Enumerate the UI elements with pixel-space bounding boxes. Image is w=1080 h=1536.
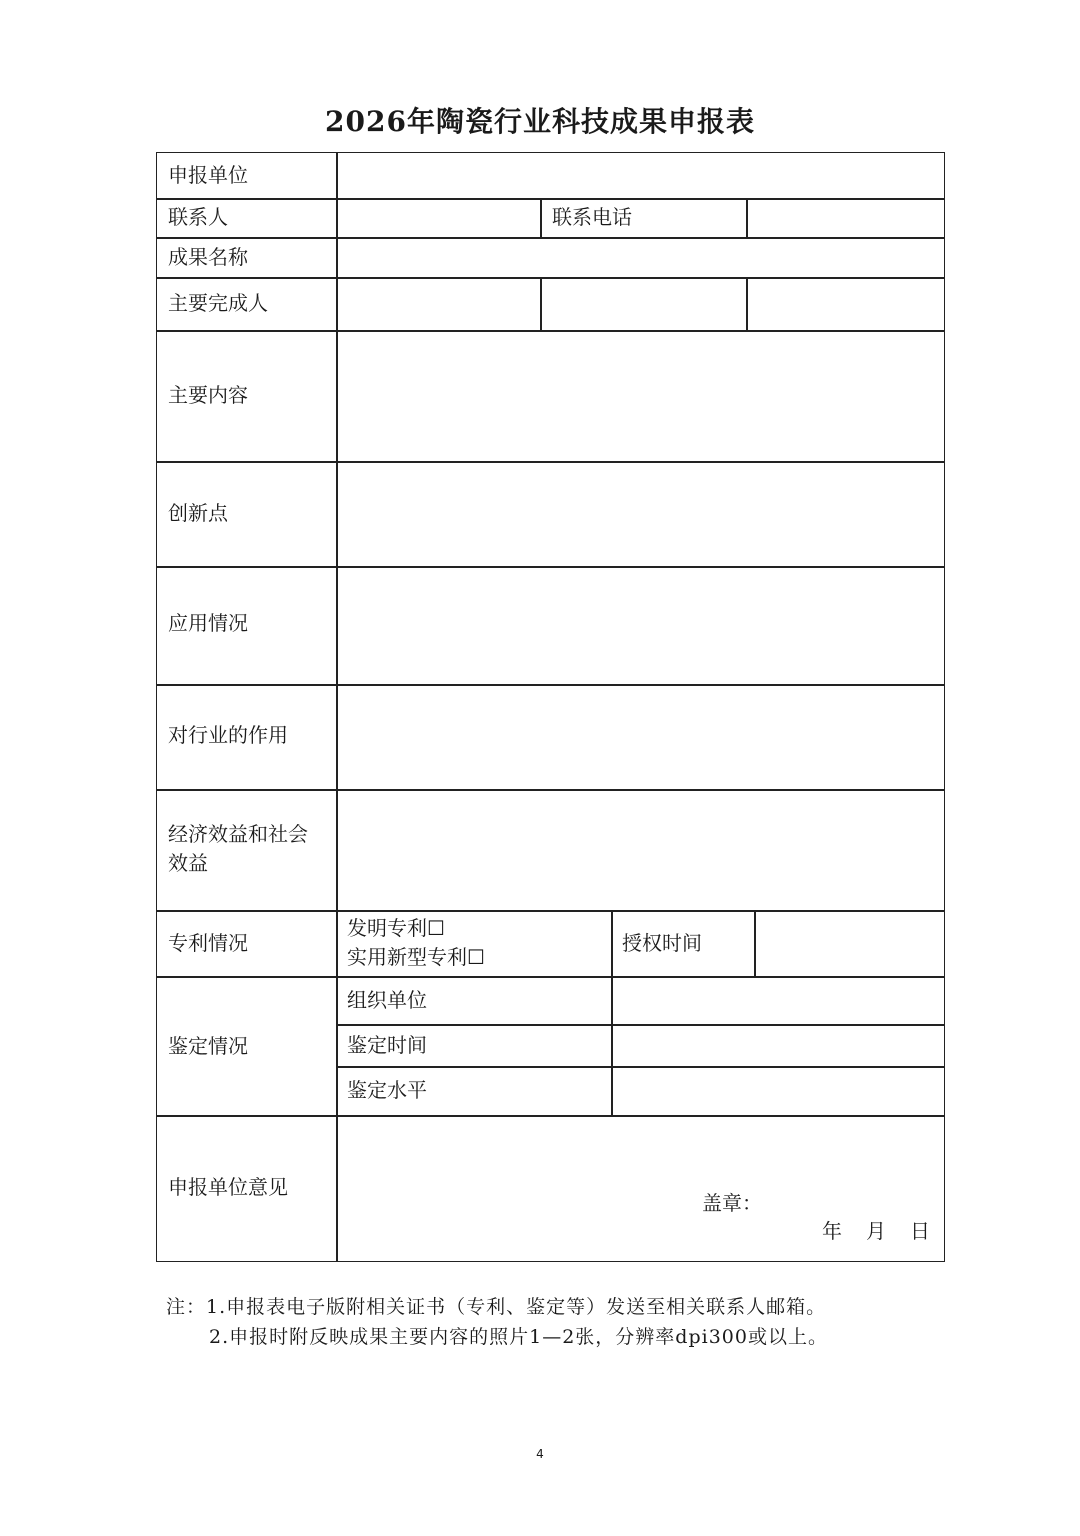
label-contact-person: 联系人 — [168, 205, 228, 229]
row-divider — [156, 237, 945, 239]
label-main-content: 主要内容 — [168, 383, 248, 407]
row-divider — [156, 198, 945, 200]
row-divider — [156, 330, 945, 332]
column-divider — [746, 198, 748, 237]
form-title: 2026年陶瓷行业科技成果申报表 — [325, 105, 755, 138]
row-divider — [156, 789, 945, 791]
label-application: 应用情况 — [168, 611, 248, 635]
label-applicant-opinion: 申报单位意见 — [168, 1175, 288, 1199]
row-divider — [156, 461, 945, 463]
row-divider — [156, 910, 945, 912]
column-divider — [611, 976, 613, 1115]
note-line-2: 2.申报时附反映成果主要内容的照片1—2张，分辨率dpi300或以上。 — [209, 1326, 828, 1348]
label-organizing-unit: 组织单位 — [347, 988, 427, 1012]
row-divider — [156, 976, 945, 978]
column-divider — [540, 198, 542, 237]
column-divider — [746, 277, 748, 330]
label-appraisal: 鉴定情况 — [168, 1034, 248, 1058]
table-border — [156, 152, 945, 1262]
row-divider — [156, 277, 945, 279]
label-appraisal-time: 鉴定时间 — [347, 1033, 427, 1057]
patent-utility-option[interactable]: 实用新型专利☐ — [347, 945, 485, 969]
column-divider — [754, 910, 756, 976]
row-divider — [336, 1066, 945, 1068]
column-divider — [540, 277, 542, 330]
patent-invention-option[interactable]: 发明专利☐ — [347, 916, 445, 940]
column-divider — [611, 910, 613, 976]
label-innovation: 创新点 — [168, 501, 228, 525]
label-contact-phone: 联系电话 — [552, 205, 632, 229]
row-divider — [156, 684, 945, 686]
label-benefit-line1: 经济效益和社会 — [168, 822, 308, 846]
row-divider — [156, 1115, 945, 1117]
label-applicant-unit: 申报单位 — [168, 163, 248, 187]
label-grant-time: 授权时间 — [622, 931, 702, 955]
label-appraisal-level: 鉴定水平 — [347, 1078, 427, 1102]
page-number: 4 — [536, 1447, 544, 1461]
label-main-completers: 主要完成人 — [168, 291, 268, 315]
row-divider — [156, 566, 945, 568]
date-label: 年 月 日 — [822, 1219, 932, 1243]
application-form-table — [156, 152, 945, 1262]
label-achievement-name: 成果名称 — [168, 245, 248, 269]
row-divider — [336, 1024, 945, 1026]
seal-label: 盖章： — [702, 1191, 762, 1215]
label-benefit-line2: 效益 — [168, 851, 208, 875]
label-industry-role: 对行业的作用 — [168, 723, 288, 747]
label-patent: 专利情况 — [168, 931, 248, 955]
column-divider — [336, 152, 338, 1262]
note-line-1: 注：1.申报表电子版附相关证书（专利、鉴定等）发送至相关联系人邮箱。 — [166, 1296, 827, 1318]
